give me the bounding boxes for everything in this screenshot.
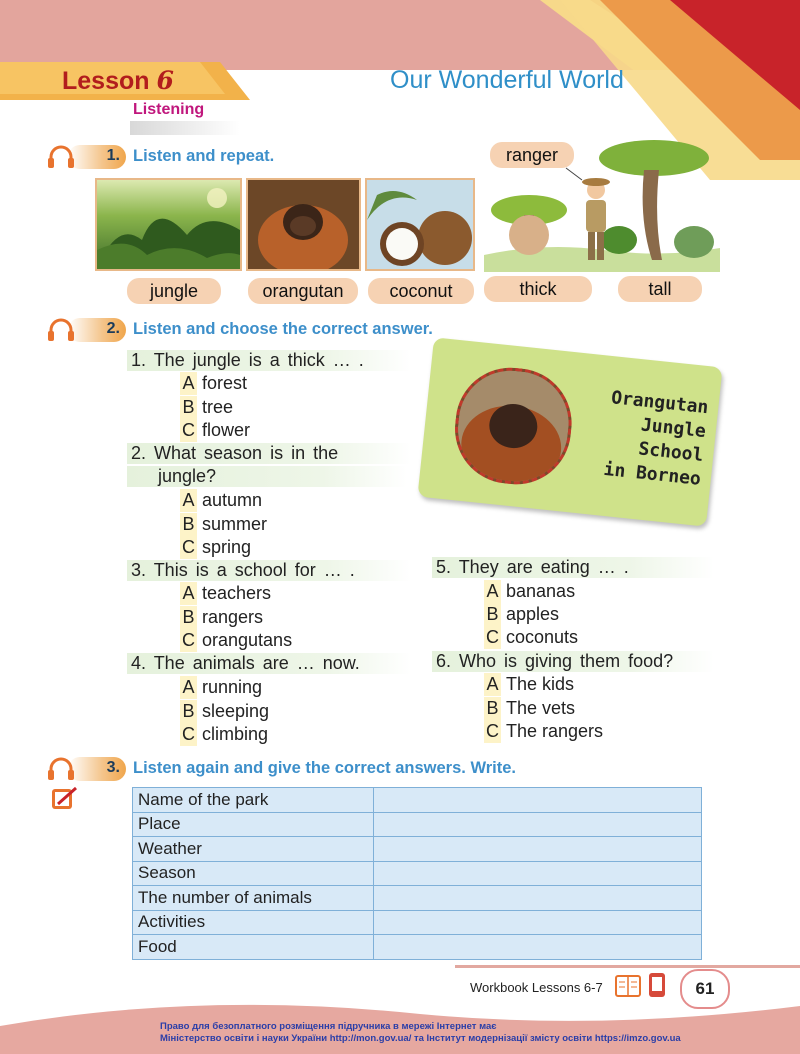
unit-title: Our Wonderful World [390,66,624,94]
row-label: Activities [133,910,374,935]
question-3: 3. This is a school for … . [127,560,411,581]
workbook-reference: Workbook Lessons 6-7 [470,980,603,995]
table-row [133,935,702,960]
word-label: thick [484,276,592,302]
word-label: jungle [127,278,221,304]
jungle-photo [95,178,242,271]
option[interactable]: B sleeping [180,700,269,723]
answer-cell[interactable] [374,861,702,886]
option[interactable]: A teachers [180,582,271,605]
section-underline [130,121,240,135]
sign-text: Orangutan Jungle School in Borneo [602,387,710,490]
answer-cell[interactable] [374,788,702,813]
answer-cell[interactable] [374,837,702,862]
option[interactable]: A autumn [180,489,262,512]
option[interactable]: C coconuts [486,627,579,647]
question-4: 4. The animals are … now. [127,653,411,674]
row-label: Name of the park [133,788,374,813]
word-label: coconut [368,278,474,304]
option[interactable]: B apples [484,603,559,626]
table-row [133,812,702,837]
table-row [133,837,702,862]
lesson-heading: Lesson 6 [62,66,174,95]
option[interactable]: B summer [180,513,267,536]
orangutan-school-sign [417,337,722,526]
answer-cell[interactable] [374,935,702,960]
option[interactable]: B tree [180,396,233,419]
option[interactable]: A bananas [484,580,575,603]
row-label: Weather [133,837,374,862]
word-label: tall [618,276,702,302]
row-label: The number of animals [133,886,374,911]
coconut-photo [365,178,475,271]
option[interactable]: B The vets [484,697,575,720]
section-label: Listening [133,101,205,118]
question-6: 6. Who is giving them food? [432,651,714,672]
exercise-2-title: Listen and choose the correct answer. [133,320,433,338]
table-row [133,861,702,886]
headphones-icon[interactable] [46,755,76,783]
table-row [133,910,702,935]
option[interactable]: A forest [180,372,247,395]
option[interactable]: A The kids [484,673,574,696]
question-2: 2. What season is in the [127,443,411,464]
exercise-2-number: 2. [68,318,126,342]
question-1: 1. The jungle is a thick … . [127,350,411,371]
table-row [133,886,702,911]
answer-cell[interactable] [374,812,702,837]
exercise-3-title: Listen again and give the correct answers. Write. [133,759,516,777]
word-label: orangutan [248,278,358,304]
option[interactable]: C flower [182,420,251,440]
option[interactable]: A running [180,676,262,699]
row-label: Food [133,935,374,960]
question-5: 5. They are eating … . [432,557,714,578]
headphones-icon[interactable] [46,143,76,171]
rights-notice: Право для безоплатного розміщення підручника в мережі Інтернет має Міністерство освіти і науки України http://mon.gov.ua/ та Інститут модернізації змісту освіти https://imzo.gov.ua [160,1021,681,1044]
option[interactable]: B rangers [180,606,263,629]
option[interactable]: C The rangers [486,721,604,741]
orangutan-photo [246,178,361,271]
sign-orangutan-photo [450,362,577,489]
workbook-icon [614,973,642,999]
option[interactable]: C orangutans [182,630,293,650]
exercise-1-number: 1. [68,145,126,169]
option[interactable]: C climbing [182,724,269,744]
pencil-notebook-icon [50,786,80,812]
answer-cell[interactable] [374,910,702,935]
row-label: Season [133,861,374,886]
question-2-cont: jungle? [127,466,407,487]
exercise-3-number: 3. [68,757,126,781]
footer-line [455,965,800,968]
table-row [133,788,702,813]
tablet-icon [647,971,667,999]
option[interactable]: C spring [182,537,252,557]
answers-table [132,787,702,960]
exercise-1-title: Listen and repeat. [133,147,275,165]
ranger-label: ranger [490,142,574,168]
page-number: 61 [680,969,730,1009]
headphones-icon[interactable] [46,316,76,344]
answer-cell[interactable] [374,886,702,911]
row-label: Place [133,812,374,837]
